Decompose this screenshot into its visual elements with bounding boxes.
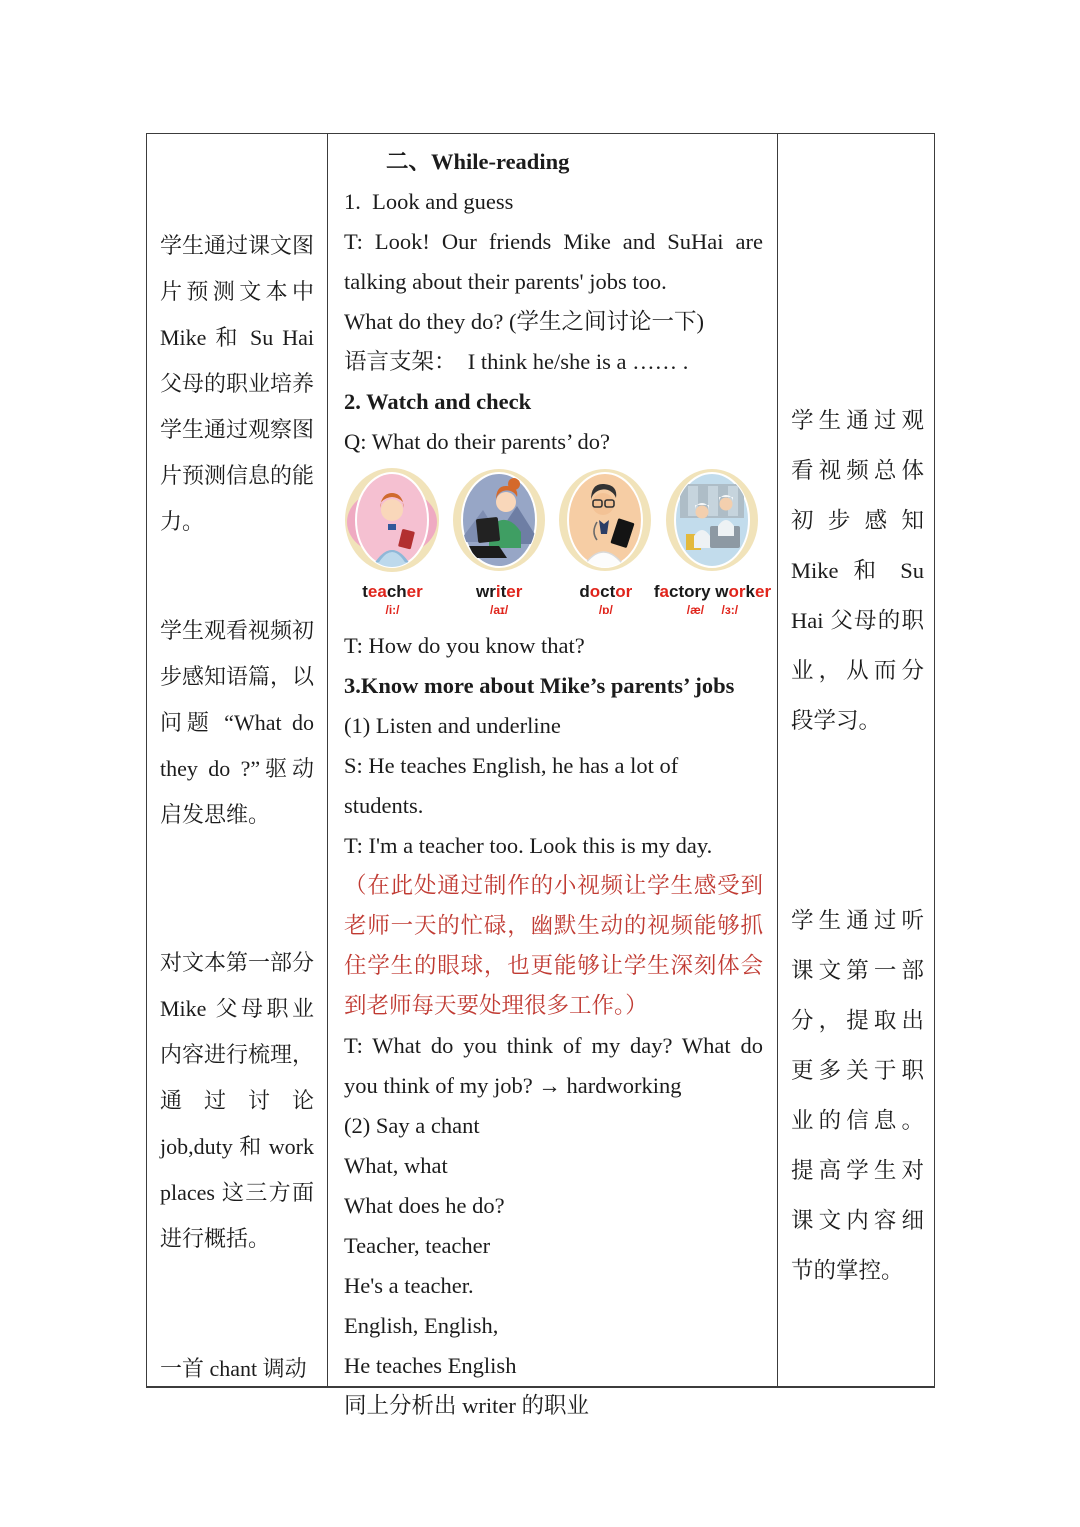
- factory-worker-illustration: [664, 466, 761, 580]
- section-heading-while-reading: 二、While-reading: [386, 149, 570, 174]
- label-segment: i: [495, 582, 501, 601]
- column-teaching-intent: [147, 134, 328, 1386]
- line-say-a-chant: (2) Say a chant: [344, 1113, 480, 1138]
- label-segment: or: [615, 582, 633, 601]
- label-segment: k: [745, 582, 755, 601]
- label-segment: er: [506, 582, 523, 601]
- label-segment: d: [579, 582, 590, 601]
- right-note-watch-video: 学生通过观看视频总体初步感知 Mike 和 Su Hai 父母的职业，从而分段学习。: [791, 408, 924, 733]
- step-know-more: 3.Know more about Mike’s parents’ jobs: [344, 673, 735, 698]
- job-card-factory-worker: [653, 466, 772, 618]
- line-same-for-writer: 同上分析出 writer 的职业: [344, 1393, 589, 1418]
- doctor-illustration: [557, 466, 654, 580]
- chant-hes-a-teacher: He's a teacher.: [344, 1273, 474, 1298]
- label-segment: t: [362, 582, 368, 601]
- column-activities: [328, 134, 778, 1418]
- step-look-and-guess: 1. Look and guess: [344, 189, 514, 214]
- label-segment: or: [728, 582, 746, 601]
- chant-he-teaches-english: He teaches English: [344, 1353, 517, 1378]
- label-segment: er: [406, 582, 423, 601]
- job-phonetic-doctor: [592, 602, 620, 618]
- phonetic: /æ/: [686, 603, 705, 617]
- label-segment: o: [589, 582, 601, 601]
- label-segment: f: [653, 582, 660, 601]
- line-listen-underline: (1) Listen and underline: [344, 713, 561, 738]
- chant-english-english: English, English,: [344, 1313, 499, 1338]
- red-note-video: （在此处通过制作的小视频让学生感受到老师一天的忙碌，幽默生动的视频能够抓住学生的眼球，也更能够让学生深刻体会到老师每天要处理很多工作。）: [344, 873, 763, 1018]
- line-how-do-you-know: T: How do you know that?: [344, 633, 585, 658]
- teacher-illustration: [344, 466, 441, 580]
- label-segment: ch: [386, 582, 407, 601]
- lesson-plan-table: [146, 133, 935, 1418]
- writer-illustration: [451, 466, 548, 580]
- left-note-predict-pictures: 学生通过课文图片预测文本中 Mike 和 Su Hai 父母的职业培养学生通过观察图片预测信息的能力。: [160, 233, 315, 534]
- phonetic: /ɜ:/: [721, 603, 739, 617]
- job-label-teacher: [362, 582, 423, 602]
- job-card-teacher: [344, 466, 441, 618]
- column-purpose: [778, 134, 934, 1386]
- step-watch-and-check: 2. Watch and check: [344, 389, 532, 414]
- chant-what-what: What, what: [344, 1153, 448, 1178]
- job-label-factory-worker: [654, 582, 771, 602]
- teacher-talk-think: T: What do you think of my day? What do you think of my job? → hardworking: [344, 1033, 763, 1098]
- chant-teacher-teacher: Teacher, teacher: [344, 1233, 491, 1258]
- label-segment: wr: [475, 582, 496, 601]
- label-segment: ea: [367, 582, 387, 601]
- job-card-writer: [451, 466, 548, 618]
- phonetic: /aɪ/: [490, 603, 509, 617]
- teacher-talk-my-day: T: I'm a teacher too. Look this is my day.: [344, 833, 713, 858]
- job-card-doctor: [557, 466, 654, 618]
- phonetic: /i:/: [385, 603, 400, 617]
- job-phonetic-teacher: [379, 602, 407, 618]
- label-segment: a: [659, 582, 669, 601]
- job-pictures-row: [344, 466, 772, 626]
- label-segment: w: [715, 582, 729, 601]
- job-phonetic-factory-worker: [680, 602, 745, 618]
- label-segment: er: [755, 582, 772, 601]
- job-label-doctor: [579, 582, 632, 602]
- line-language-scaffold: 语言支架： I think he/she is a …… .: [344, 349, 689, 374]
- right-note-listen-extract: 学生通过听课文第一部分，提取出更多关于职业的信息。提高学生对课文内容细节的掌控。: [791, 908, 924, 1283]
- student-talk-teaches: S: He teaches English, he has a lot of students.: [344, 753, 684, 818]
- left-note-watch-video: 学生观看视频初步感知语篇，以问题 “What do they do ?”驱动启发思维。: [160, 618, 315, 827]
- label-segment: ctory: [669, 582, 716, 601]
- teacher-talk-look: T: Look! Our friends Mike and SuHai are talking about their parents' jobs too.: [344, 229, 763, 294]
- line-what-do-they-do: What do they do? (学生之间讨论一下): [344, 309, 704, 334]
- question-parents-do: Q: What do their parents’ do?: [344, 429, 610, 454]
- job-phonetic-writer: [483, 602, 515, 618]
- left-note-first-part: 对文本第一部分 Mike 父母职业内容进行梳理，通过讨论 job,duty 和 work places 这三方面进行概括。: [160, 950, 315, 1251]
- label-segment: t: [500, 582, 507, 601]
- job-label-writer: [476, 582, 522, 602]
- phonetic: /ɒ/: [598, 603, 613, 617]
- chant-what-does-he-do: What does he do?: [344, 1193, 505, 1218]
- label-segment: ct: [600, 582, 616, 601]
- left-note-chant: 一首 chant 调动: [160, 1356, 307, 1381]
